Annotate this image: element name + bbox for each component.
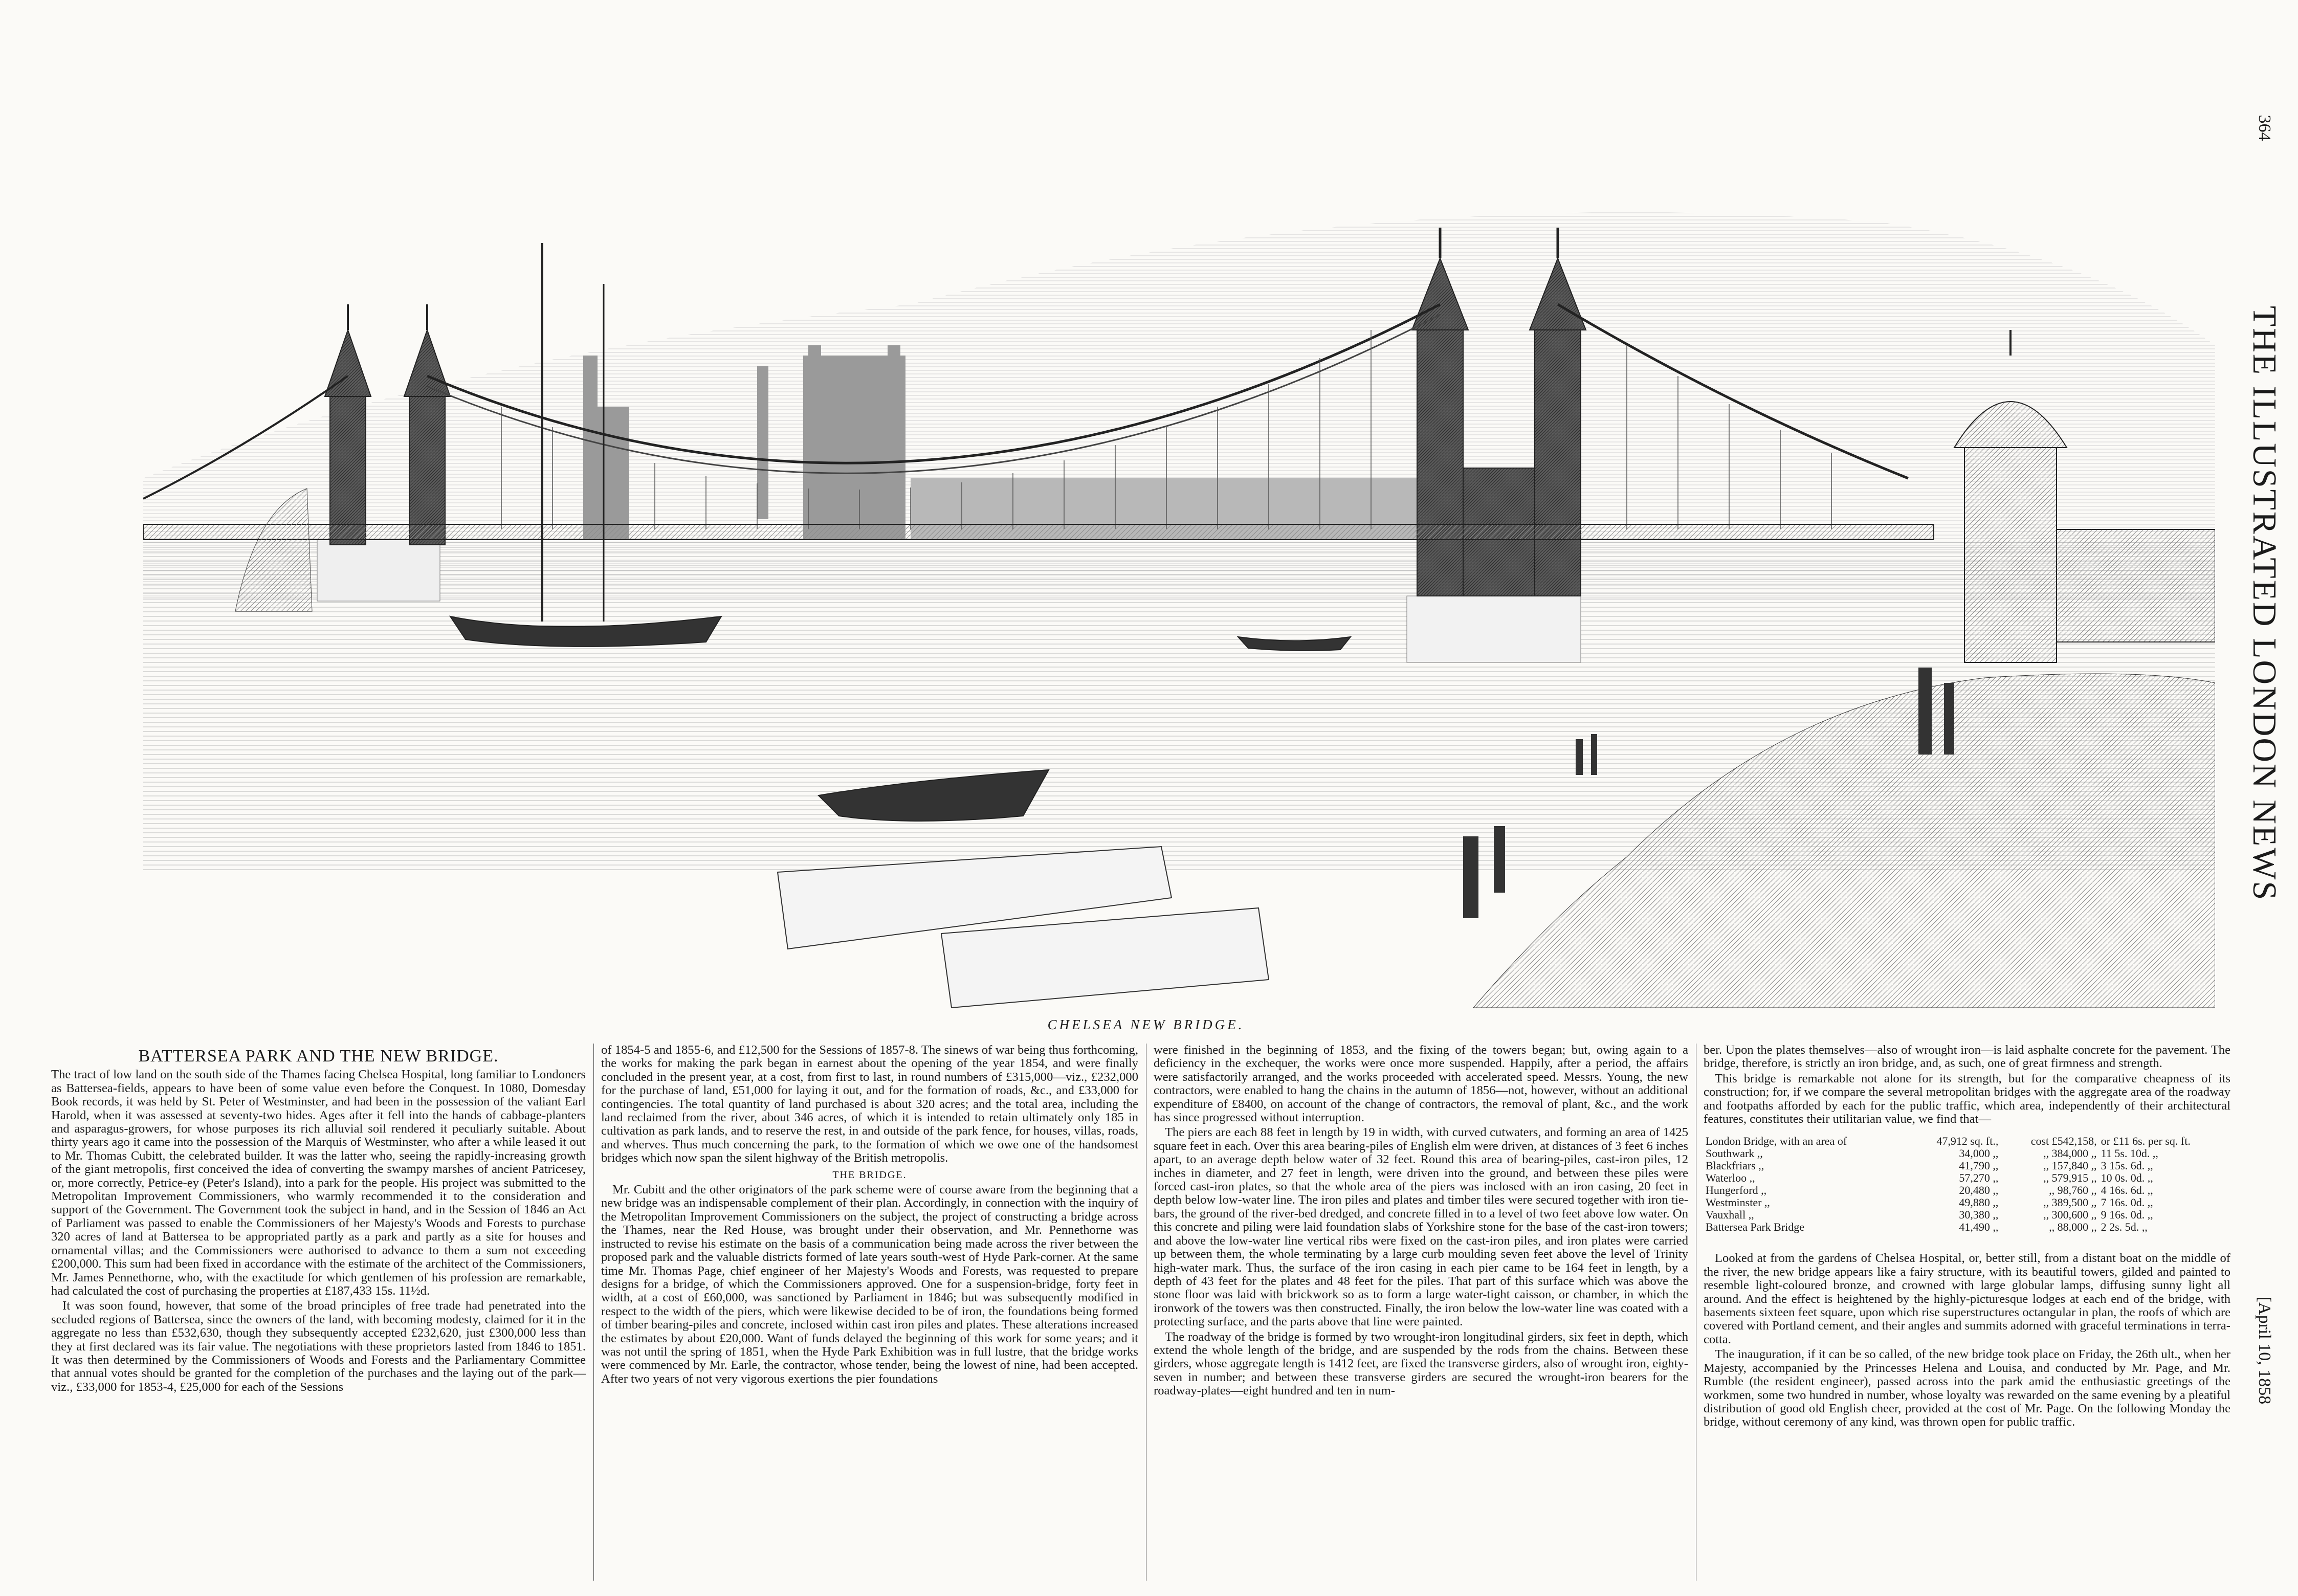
paragraph: ber. Upon the plates themselves—also of wrought iron—is laid asphalte concrete for the pavement. The bridge, therefore, is strictly an iron bridge, and, as such, one of great firmness and strength. (1704, 1044, 2230, 1071)
table-row (1704, 1221, 2230, 1233)
paragraph: The inauguration, if it can be so called, of the new bridge took place on Friday, the 26th ult., when her Majesty, accompanied by the Princesses Helena and Louisa, and conducted by Mr. Page, and Mr. Rumble (the resident engineer), passed across into the park amid the enthusiastic greetings of the workmen, some two hundred in number, whose loyalty was rewarded on the same evening by a pleatiful distribution of good old English cheer, provided at the cost of Mr. Page. On the following Monday the bridge, without ceremony of any kind, was thrown open for public traffic. (1704, 1347, 2230, 1429)
table-cell: ,, 384,000 ,, (2043, 1147, 2097, 1160)
table-cell: Battersea Park Bridge (1706, 1221, 1805, 1234)
table-cell: 10 0s. 0d. ,, (2101, 1171, 2153, 1185)
table-cell: Westminster ,, (1706, 1196, 1770, 1209)
table-cell: London Bridge, with an area of (1706, 1135, 1847, 1148)
table-cell: 3 15s. 6d. ,, (2101, 1159, 2153, 1172)
table-cell: 9 16s. 0d. ,, (2101, 1208, 2153, 1222)
illustration-caption: CHELSEA NEW BRIDGE. (1047, 1017, 1245, 1032)
paragraph: The roadway of the bridge is formed by two wrought-iron longitudinal girders, six feet in depth, which extend the whole length of the bridge, and are suspended by the rods from the chains. Between these girders, whose aggregate length is 1412 feet, are fixed the transverse girders, also of wrought iron, eighty-seven in number; and between these transverse girders are secured the wrought-iron bearers for the roadway-plates—eight hundred and ten in num- (1154, 1329, 1688, 1398)
paragraph: It was soon found, however, that some of the broad principles of free trade had penetrated into the secluded regions of Battersea, since the owners of the land, with becoming modesty, claimed for it in the aggregate no less than £532,630, though they subsequently accepted £232,620, just £300,000 less than they at first declared was its fair value. The negotiations with these proprietors lasted from 1846 to 1851. It was then determined by the Commissioners of Woods and Forests and the Parliamentary Committee that annual votes should be granted for the completion of the purchases and the laying out of the park—viz., £33,000 for 1853-4, £25,000 for each of the Sessions (51, 1299, 586, 1394)
table-row (1704, 1135, 2230, 1147)
table-cell: Waterloo ,, (1706, 1171, 1755, 1185)
table-cell: 20,480 ,, (1959, 1184, 1999, 1197)
table-cell: ,, 389,500 ,, (2043, 1196, 2097, 1209)
section-subheading: THE BRIDGE. (832, 1169, 907, 1181)
article-column-2 (601, 1044, 1138, 1586)
paragraph: Mr. Cubitt and the other originators of the park scheme were of course aware from the beginning that a new bridge was an indispensable complement of their plan. Accordingly, in connection with the inquiry of the Metropolitan Improvement Commissioners on the subject, the project of constructing a bridge across the Thames, near the Red House, was brought under their observation, and Mr. Pennethorne was instructed to revise his estimate on the basis of a communication being made across the river between the proposed park and the valuable districts formed of late years south-west of Hyde Park-corner. At the same time Mr. Thomas Page, chief engineer of her Majesty's Woods and Forests, was requested to prepare designs for a bridge, of which the Commissioners approved. One for a suspension-bridge, forty feet in width, at a cost of £60,000, was sanctioned by Parliament in 1846; but was subsequently modified in respect to the width of the piers, which were likewise decided to be of iron, the foundations being formed of timber bearing-piles and concrete, inclosed within cast iron piles and plates. These alterations increased the estimates by about £20,000. Want of funds delayed the beginning of this work for some years; and it was not until the spring of 1851, when the Hyde Park Exhibition was in full lustre, that the bridge works were commenced by Mr. Earle, the contractor, whose tender, being the lowest of nine, had been accepted. After two years of not very vigorous exertions the pier foundations (601, 1183, 1138, 1386)
table-cell: 49,880 ,, (1959, 1196, 1999, 1209)
table-cell: cost £542,158, (2030, 1135, 2097, 1148)
article-column-4 (1704, 1044, 2230, 1586)
table-row (1704, 1147, 2230, 1160)
table-row (1704, 1160, 2230, 1172)
table-cell: Southwark ,, (1706, 1147, 1763, 1160)
paragraph: of 1854-5 and 1855-6, and £12,500 for the Sessions of 1857-8. The sinews of war being thus forthcoming, the works for making the park began in earnest about the opening of the year 1854, and were finally concluded in the present year, at a cost, from first to last, in round numbers of £315,000—viz., £232,000 for the purchase of land, £51,000 for laying it out, and for the formation of roads, &c., and £33,000 for contingencies. The total quantity of land purchased is about 320 acres; and the total area, including the land reclaimed from the river, about 346 acres, of which it is intended to retain ultimately only 185 in cultivation as park lands, and to reserve the rest, in and outside of the park fence, for houses, villas, roads, and wherves. Thus much concerning the park, to the formation of which we owe one of the handsomest bridges which now span the silent highway of the British metropolis. (601, 1044, 1138, 1165)
table-cell: ,, 157,840 ,, (2043, 1159, 2097, 1172)
page-number: 364 (2255, 115, 2274, 141)
table-cell: 47,912 sq. ft., (1936, 1135, 1999, 1148)
table-cell: 57,270 ,, (1959, 1171, 1999, 1185)
table-cell: 30,380 ,, (1959, 1208, 1999, 1222)
table-cell: 41,790 ,, (1959, 1159, 1999, 1172)
table-cell: or £11 6s. per sq. ft. (2101, 1135, 2191, 1148)
paragraph: Looked at from the gardens of Chelsea Hospital, or, better still, from a distant boat on the middle of the river, the new bridge appears like a fairy structure, with its beautiful towers, gilded and painted to resemble light-coloured bronze, and crowned with large globular lamps, diffusing sunny light all around. And the effect is heightened by the highly-picturesque lodges at each end of the bridge, with basements sixteen feet square, upon which rise superstructures octangular in plan, the roofs of which are covered with Portland cement, and their angles and summits adorned with graceful terminations in terra-cotta. (1704, 1251, 2230, 1346)
issue-date: [April 10, 1858 (2255, 1296, 2274, 1405)
article-column-1 (51, 1044, 586, 1586)
table-cell: Vauxhall ,, (1706, 1208, 1754, 1222)
table-cell: Hungerford ,, (1706, 1184, 1767, 1197)
chelsea-bridge-engraving (143, 90, 2215, 1008)
paragraph: The tract of low land on the south side of the Thames facing Chelsea Hospital, long familiar to Londoners as Battersea-fields, appears to have been of some value even before the Conquest. In 1080, Domesday Book records, it was held by St. Peter of Westminster, and had been in the possession of the valiant Earl Harold, when it was assessed at seventy-two hides. Ages after it fell into the hands of cabbage-planters and asparagus-growers, for whose purposes its rich alluvial soil rendered it peculiarly suitable. About thirty years ago it came into the possession of the Marquis of Westminster, who after a while leased it out to Mr. Thomas Cubitt, the celebrated builder. It was the latter who, seeing the rapidly-increasing growth of the giant metropolis, first conceived the idea of converting the swampy marshes of ancient Patricesey, or, more correctly, Petrice-ey (Peter's Island), into a park for the people. His project was submitted to the Metropolitan Improvement Commissioners, who warmly recommended it to the consideration and support of the Government. The Government took the subject in hand, and in the Session of 1846 an Act of Parliament was passed to enable the Commissioners of her Majesty's Woods and Forests to purchase 320 acres of land at Battersea to be appropriated partly as a park and partly as a site for houses and ornamental villas; and the Commissioners were authorised to advance to them a sum not exceeding £200,000. This sum had been fixed in accordance with the estimate of the architect of the Commissioners, Mr. James Pennethorne, who, with the exactitude for which gentlemen of his profession are remarkable, had calculated the cost of purchasing the properties at £187,433 15s. 11½d. (51, 1068, 586, 1298)
table-cell: 4 16s. 6d. ,, (2101, 1184, 2153, 1197)
table-cell: ,, 98,760 ,, (2049, 1184, 2097, 1197)
table-cell: 7 16s. 0d. ,, (2101, 1196, 2153, 1209)
table-row (1704, 1209, 2230, 1221)
bridge-cost-table (1704, 1135, 2230, 1233)
article-column-3 (1154, 1044, 1688, 1586)
paragraph: The piers are each 88 feet in length by 19 in width, with curved cutwaters, and forming an area of 1425 square feet in each. Over this area bearing-piles of English elm were driven, at distances of 3 feet 6 inches apart, to an average depth below water of 32 feet. Round this area of bearing-piles, cast-iron piles, 12 inches in diameter, and 27 feet in length, were driven into the ground, and between these piles were forced cast-iron plates, so that the whole area of the piers was inclosed with an iron casing, 20 feet in depth below low-water line. The iron piles and plates and timber tiles were secured together with iron tie-bars, the ground of the river-bed dredged, and concrete filled in to a level of two feet above low water. On this concrete and piling were laid foundation slabs of Yorkshire stone for the base of the cast-iron towers; and above the low-water line vertical ribs were fixed on the cast-iron piles, and iron plates were carried up between them, the whole terminating by a large curb moulding seven feet above the level of Trinity high-water mark. Thus, the surface of the iron casing in each pier came to be 164 feet in length, by a depth of 43 feet for the plates and 48 feet for the piles. That part of this surface which was above the stone floor was laid with brickwork so as to form a large water-tight caisson, or chamber, in which the ironwork of the towers was then constructed. Finally, the iron below the low-water line was coated with a protecting surface, and the parts above that line were painted. (1154, 1125, 1688, 1329)
table-cell: 41,490 ,, (1959, 1221, 1999, 1234)
table-row (1704, 1184, 2230, 1196)
table-cell: 11 5s. 10d. ,, (2101, 1147, 2158, 1160)
paragraph: were finished in the beginning of 1853, and the fixing of the towers began; but, owing again to a deficiency in the exchequer, the works were once more suspended. Happily, after a period, the affairs were satisfactorily arranged, and the works proceeded with accelerated speed. Messrs. Young, the new contractors, were enabled to hang the chains in the autumn of 1856—not, however, without an additional expenditure of £8400, on account of the change of contractors, the removal of plant, &c., and the work has since progressed without interruption. (1154, 1044, 1688, 1125)
table-cell: 2 2s. 5d. ,, (2101, 1221, 2148, 1234)
article-heading: BATTERSEA PARK AND THE NEW BRIDGE. (138, 1047, 499, 1066)
table-cell: Blackfriars ,, (1706, 1159, 1764, 1172)
side-masthead (2230, 0, 2298, 1596)
column-rule (593, 1044, 594, 1581)
table-row (1704, 1196, 2230, 1209)
table-cell: ,, 300,600 ,, (2043, 1208, 2097, 1222)
table-cell: 34,000 ,, (1959, 1147, 1999, 1160)
table-cell: ,, 579,915 ,, (2043, 1171, 2097, 1185)
table-cell: ,, 88,000 ,, (2049, 1221, 2097, 1234)
masthead-title: THE ILLUSTRATED LONDON NEWS (2246, 305, 2283, 902)
table-row (1704, 1172, 2230, 1184)
paragraph: This bridge is remarkable not alone for its strength, but for the comparative cheapness of its construction; for, if we compare the several metropolitan bridges with the aggregate area of the roadway and footpaths afforded by each for the public traffic, which area, independently of their architectural features, constitutes their utilitarian value, we find that— (1704, 1071, 2230, 1126)
